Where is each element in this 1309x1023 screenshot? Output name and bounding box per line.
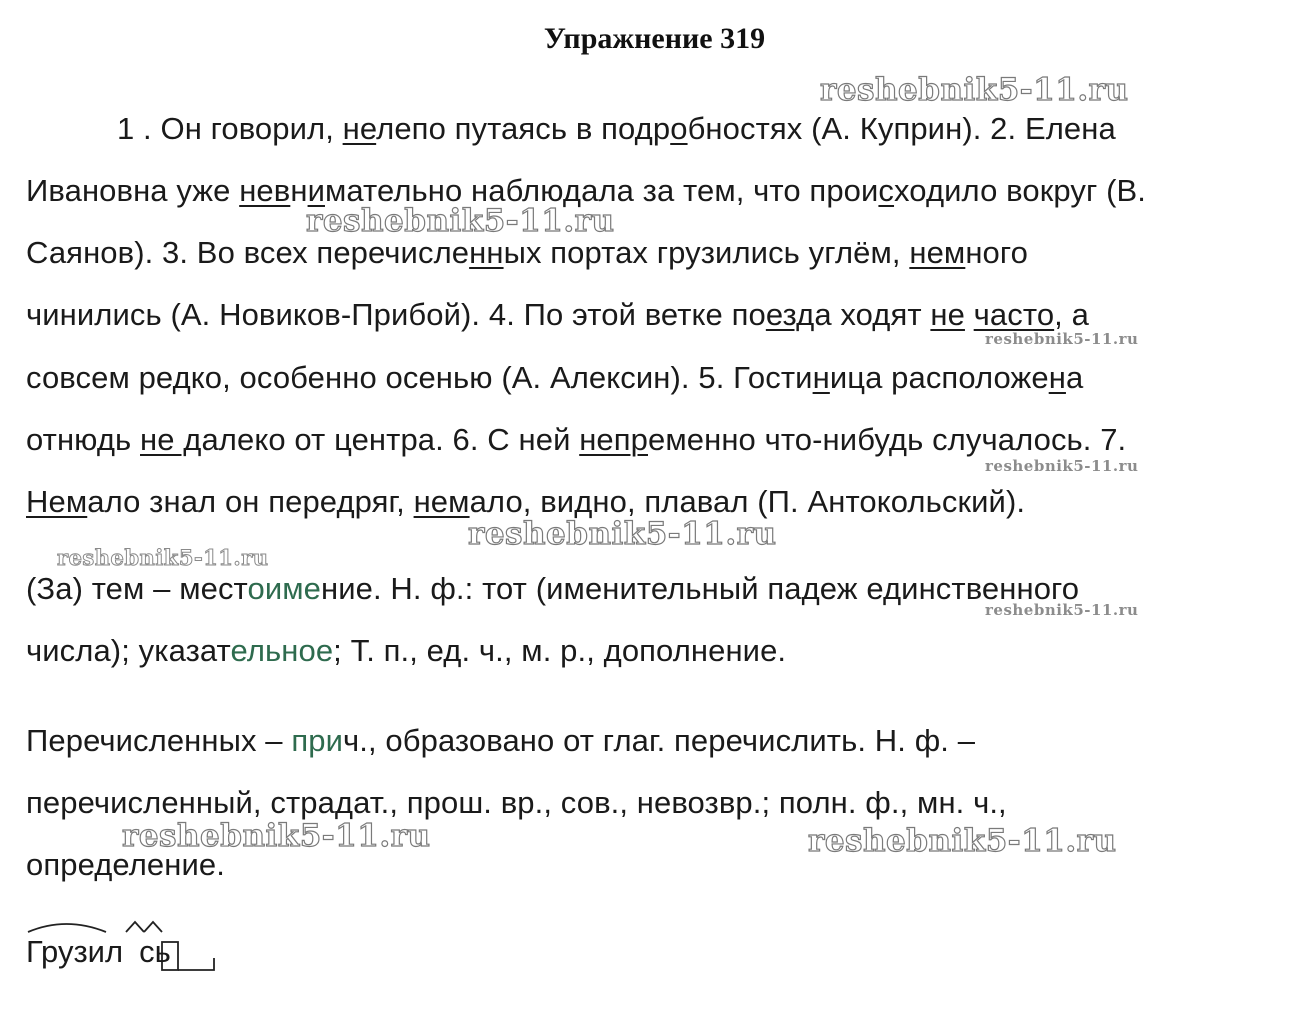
watermark: reshebnik5-11.ru (122, 818, 431, 854)
underlined-orthogram: нем (909, 235, 966, 270)
text-segment: отнюдь (26, 422, 140, 457)
underlined-orthogram: не (930, 297, 965, 332)
text-segment: еменно что-нибудь случалось. 7. (648, 422, 1127, 457)
watermark: reshebnik5-11.ru (820, 72, 1129, 108)
text-segment: ица расположе (829, 360, 1049, 395)
text-segment: ; Т. п., ед. ч., м. р., дополнение. (333, 633, 787, 668)
postfix-part: сь (139, 934, 171, 969)
text-segment: Саянов). 3. Во всех перечисле (26, 235, 470, 270)
text-segment: бностях (А. Куприн). 2. Елена (687, 111, 1116, 146)
suffix-caret-icon (126, 922, 144, 932)
underlined-orthogram: нем (413, 484, 470, 519)
watermark: reshebnik5-11.ru (808, 823, 1117, 859)
text-segment (965, 297, 974, 332)
text-segment: ходило вокруг (В. (894, 173, 1146, 208)
suffix-caret-icon (144, 922, 162, 932)
text-line (117, 110, 1116, 148)
text-segment: н (290, 173, 308, 208)
text-segment: Ивановна уже (26, 173, 240, 208)
text-segment: числа); указат (26, 633, 231, 668)
highlighted-segment: оиме (247, 571, 322, 606)
underlined-orthogram: н (1048, 360, 1066, 395)
underlined-orthogram: с (878, 173, 895, 208)
text-line (26, 722, 975, 760)
underlined-orthogram: нев (239, 173, 291, 208)
text-segment: ало знал он передряг, (87, 484, 414, 519)
postfix-bracket-icon (178, 958, 214, 970)
underlined-orthogram: и (307, 173, 325, 208)
text-segment: ых портах грузились углём, (503, 235, 910, 270)
underlined-orthogram: непр (579, 422, 648, 457)
text-line (26, 421, 1126, 459)
text-line (26, 234, 1028, 272)
text-segment: а ходят (814, 297, 931, 332)
exercise-title: Упражнение 319 (543, 22, 766, 55)
underlined-orthogram: Нем (26, 484, 88, 519)
text-segment: ние. Н. ф.: тот (именительный падеж единственного (321, 571, 1080, 606)
root-part: Груз (26, 934, 88, 969)
text-segment: алеко от центра. 6. С ней (201, 422, 580, 457)
underlined-orthogram: не д (140, 422, 202, 457)
suffix-part: и (87, 934, 105, 969)
underlined-orthogram: часто (973, 297, 1055, 332)
text-segment: чинились (А. Новиков-Прибой). 4. По этой ветке по (26, 297, 766, 332)
text-line (26, 570, 1079, 608)
underlined-orthogram: о (670, 111, 688, 146)
text-segment: ало, видно, плавал (П. Антокольский). (469, 484, 1026, 519)
underlined-orthogram: не (342, 111, 377, 146)
text-line (26, 632, 786, 670)
text-segment: а (1065, 360, 1084, 395)
underlined-orthogram: езд (765, 297, 815, 332)
text-segment: Перечисленных – (26, 723, 292, 758)
watermark: reshebnik5-11.ru (985, 601, 1139, 619)
text-segment: , а (1054, 297, 1089, 332)
analyzed-word (26, 932, 171, 972)
text-segment: ч., образовано от глаг. перечислить. Н. ф. – (343, 723, 976, 758)
text-segment: определение. (26, 847, 225, 882)
text-segment: 1 . Он говорил, (117, 111, 343, 146)
text-segment: лепо путаясь в подр (376, 111, 671, 146)
text-segment: мательно наблюдала за тем, что прои (324, 173, 879, 208)
watermark: reshebnik5-11.ru (985, 457, 1139, 475)
watermark: reshebnik5-11.ru (985, 330, 1139, 348)
text-line (26, 296, 1089, 334)
text-segment: ного (965, 235, 1028, 270)
watermark: reshebnik5-11.ru (306, 203, 615, 239)
text-line (26, 359, 1083, 397)
watermark: reshebnik5-11.ru (468, 516, 777, 552)
suffix-part: л (104, 934, 124, 969)
underlined-orthogram: нн (469, 235, 504, 270)
text-segment: перечисленный, страдат., прош. вр., сов., невозвр.; полн. ф., мн. ч., (26, 785, 1007, 820)
text-segment: (За) тем – мест (26, 571, 248, 606)
root-arc-icon (28, 924, 106, 932)
text-segment: совсем редко, особенно осенью (А. Алексин). 5. Гости (26, 360, 813, 395)
watermark: reshebnik5-11.ru (57, 545, 269, 570)
text-line (26, 784, 1007, 822)
highlighted-segment: при (291, 723, 344, 758)
underlined-orthogram: н (812, 360, 830, 395)
highlighted-segment: ельное (230, 633, 334, 668)
